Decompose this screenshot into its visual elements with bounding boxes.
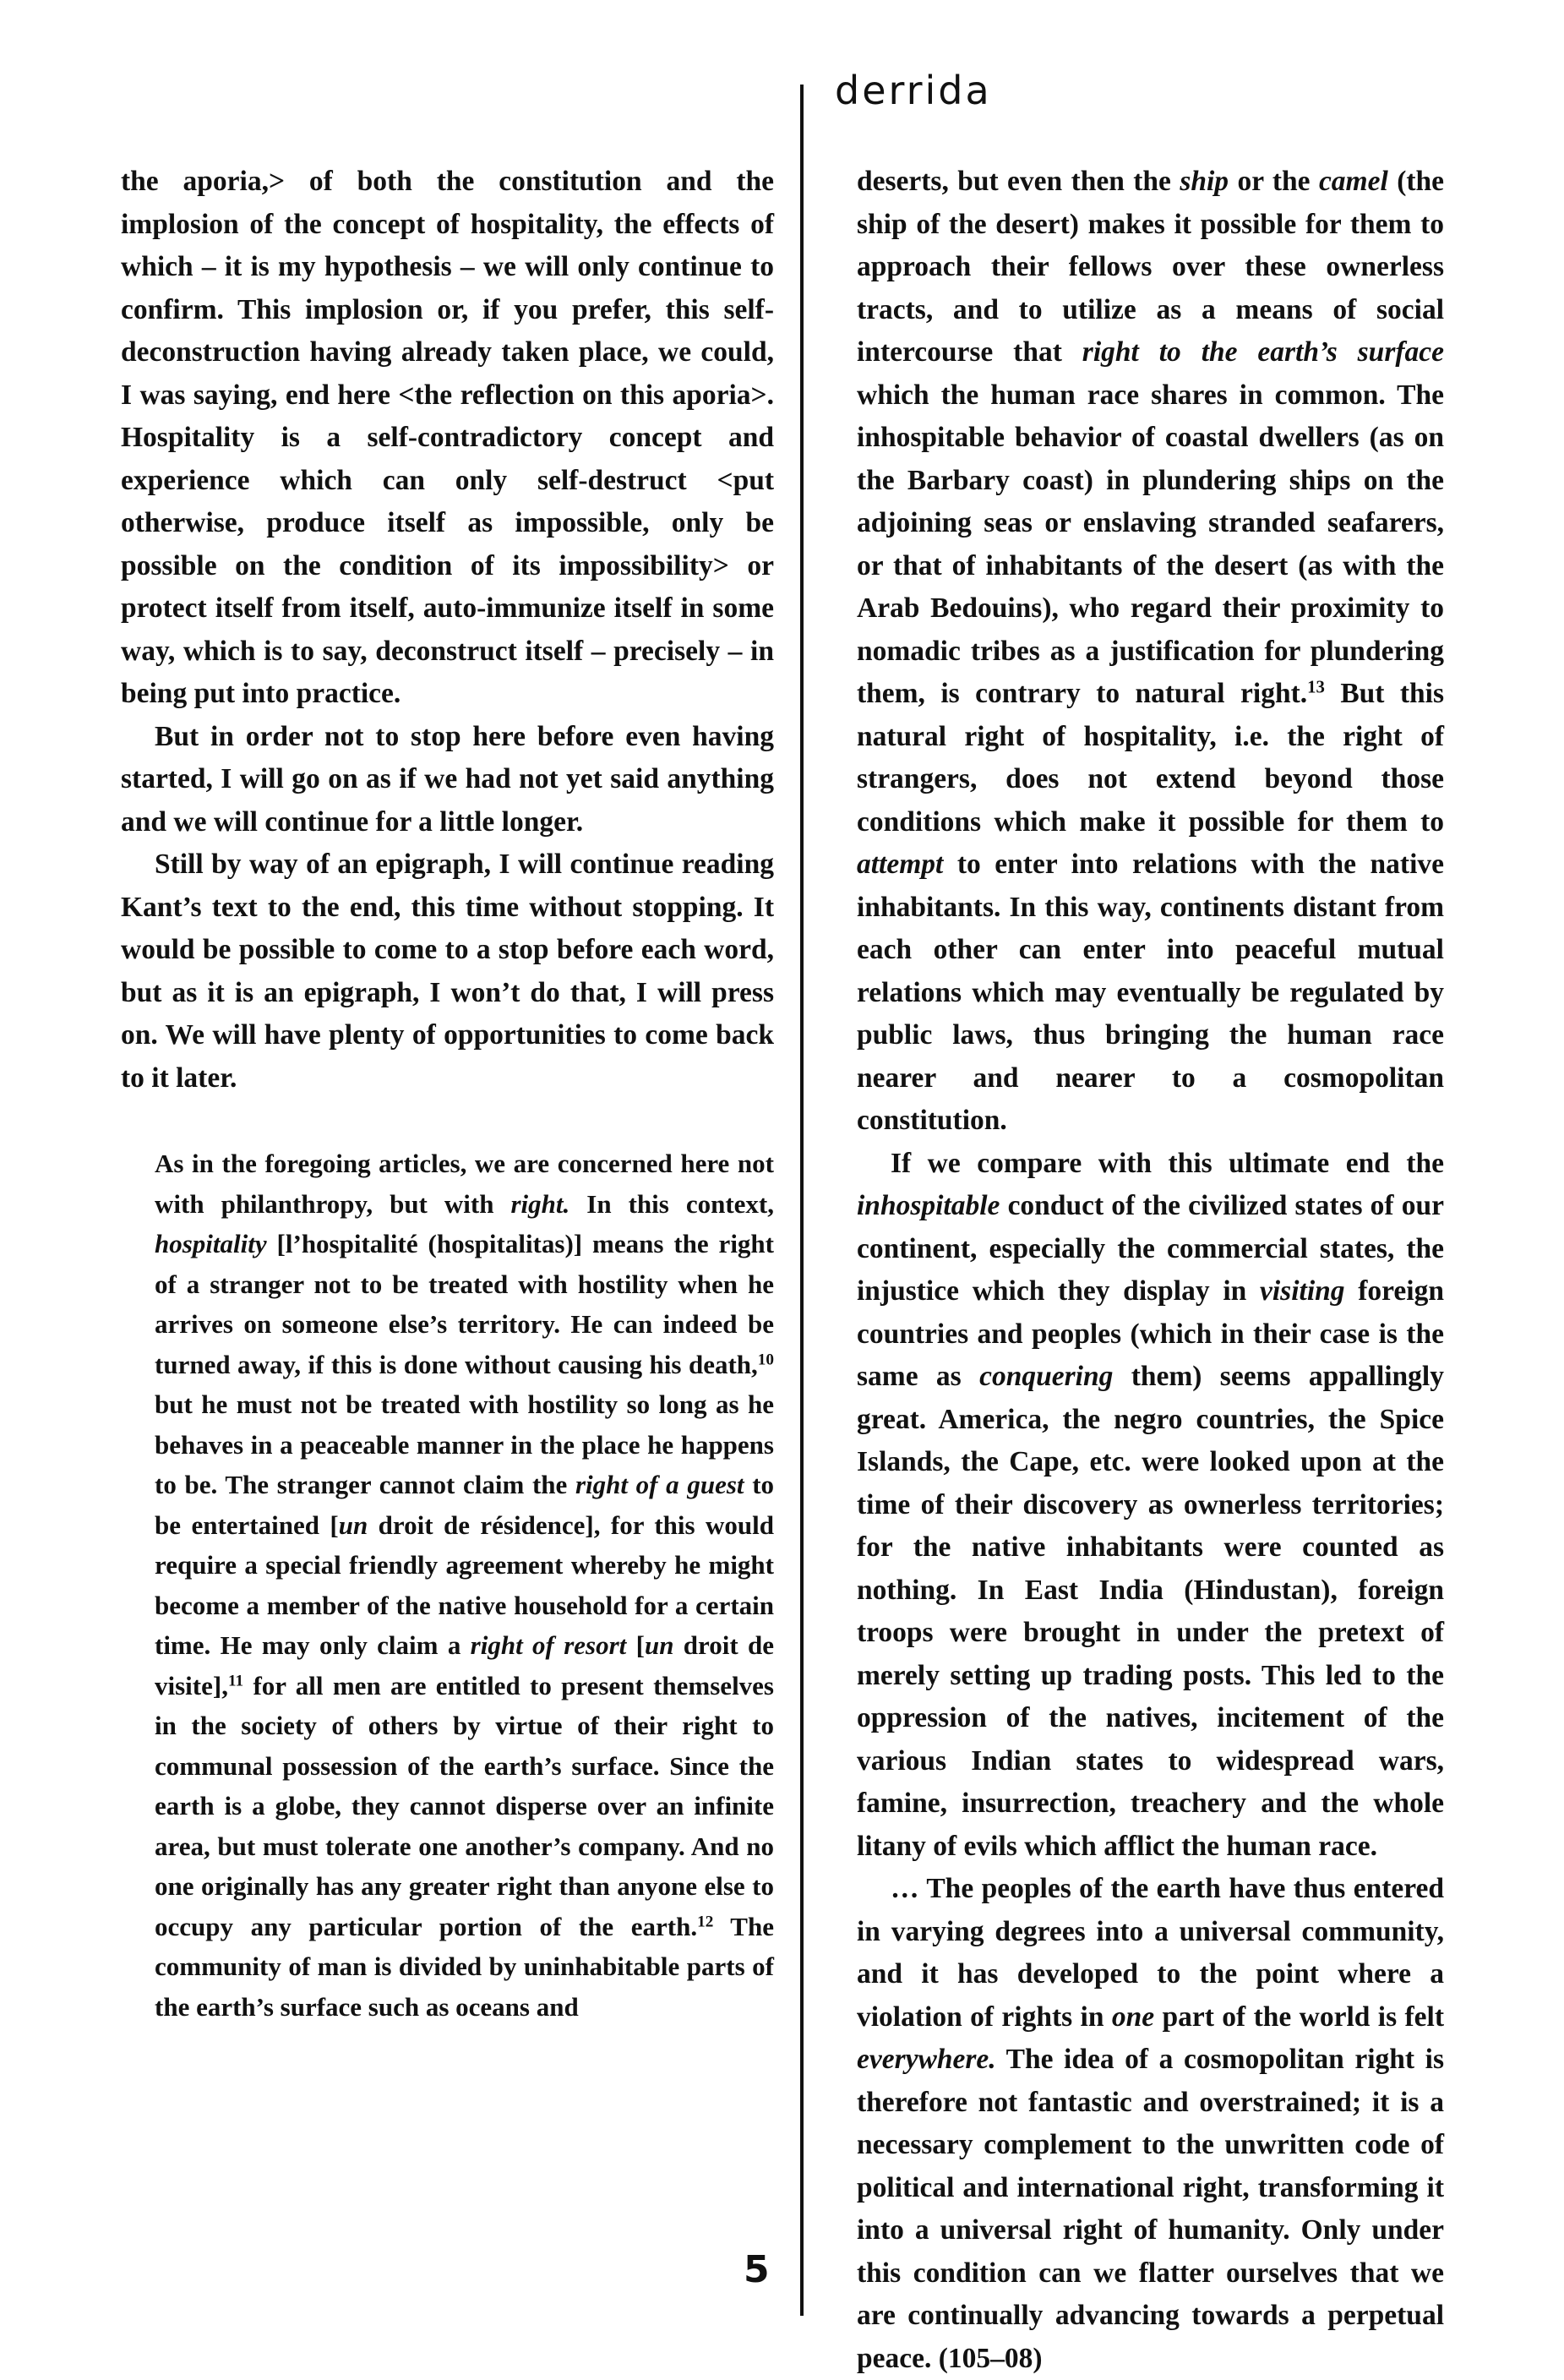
paragraph: the aporia,> of both the constitution and the implosion of the concept of hospitality, the effects of which – it is my hypothesis – we will only continue to confirm. This implosion or, if you prefer, this self-deconstruction having already taken place, we could, I was saying, end here <the reflection on this aporia>. Hospitality is a self-contradictory concept and experience which can only self-destruct <put otherwise, produce itself as impossible, only be possible on the condition of its impossibility> or protect itself from itself, auto-immunize itself in some way, which is to say, deconstruct itself – precisely – in being put into practice.: [121, 166, 774, 709]
quote-text: The community of man is divided by uninhabitable parts of the earth’s surface such as oceans and: [155, 1911, 774, 2022]
quote-emphasis: attempt: [857, 849, 944, 880]
quote-paragraph: [155, 1144, 774, 2027]
quote-paragraph: [857, 1868, 1444, 2380]
quote-paragraph: [857, 1143, 1444, 1869]
page-number: 5: [744, 2248, 770, 2291]
quote-text: deserts, but even then the: [857, 166, 1180, 197]
quote-paragraph: [857, 161, 1444, 1143]
quote-emphasis: conquering: [979, 1361, 1114, 1392]
quote-emphasis: right of resort: [470, 1630, 627, 1660]
quote-text: for all men are entitled to present themselves in the society of others by virtue of their right to communal possession of the earth’s surface. Since the earth is a globe, they cannot disperse over an infinite area, but must tolerate one another’s company. And no one originally has any greater right than anyone else to occupy any particular portion of the earth.: [155, 1670, 774, 1941]
footnote-ref: 12: [697, 1912, 714, 1930]
quote-emphasis: visiting: [1260, 1275, 1345, 1307]
quote-text: but he must not be treated with hostility so long as he behaves in a peaceable manner in the place he happens to be. The stranger cannot claim the: [155, 1389, 774, 1499]
quote-emphasis: hospitality: [155, 1229, 267, 1258]
quote-emphasis: everywhere.: [857, 2044, 996, 2075]
quote-emphasis: ship: [1180, 166, 1229, 197]
quote-text: to enter into relations with the native inhabitants. In this way, continents distant from each other can enter into peaceful mutual relations which may eventually be regulated by public laws, thus bringing the human race nearer and nearer to a cosmopolitan constitution.: [857, 849, 1444, 1136]
quote-text: As in the foregoing articles, we are concerned here not with philanthropy, but with: [155, 1149, 774, 1219]
quote-text: part of the world is felt: [1154, 2001, 1444, 2033]
quote-emphasis: right to the earth’s surface: [1082, 336, 1444, 368]
quote-text: … The peoples of the earth have thus entered in varying degrees into a universal community, and it has developed to the point where a violation of rights in: [857, 1873, 1444, 2033]
quote-text: foreign countries and peoples (which in their case is the same as: [857, 1275, 1444, 1392]
quote-text: them) seems appallingly great. America, the negro countries, the Spice Islands, the Cape, etc. were looked upon at the time of their discovery as ownerless territories; for the native inhabitants were counted as nothing. In East India (Hindustan), foreign troops were brought in under the pretext of merely setting up trading posts. This led to the oppression of the natives, incitement of the various Indian states to widespread wars, famine, insurrection, treachery and the whole litany of evils which afflict the human race.: [857, 1361, 1444, 1862]
quote-emphasis: inhospitable: [857, 1190, 1000, 1221]
quote-text: droit de visite],: [155, 1630, 774, 1700]
quote-text: The idea of a cosmopolitan right is therefore not fantastic and overstrained; it is a necessary complement to the unwritten code of political and international right, transforming it into a universal right of humanity. Only under this condition can we flatter ourselves that we are continually advancing towards a perpetual peace. (105–08): [857, 2044, 1444, 2374]
right-column: [857, 161, 1444, 2380]
footnote-ref: 13: [1307, 677, 1325, 697]
quote-text: (the ship of the desert) makes it possible for them to approach their fellows over these ownerless tracts, and to utilize as a means of social intercourse that: [857, 166, 1445, 368]
quote-emphasis: right of a guest: [575, 1470, 744, 1499]
quote-emphasis: right.: [510, 1188, 570, 1219]
paragraph: Still by way of an epigraph, I will continue reading Kant’s text to the end, this time without stopping. It would be possible to come to a stop before each word, but as it is an epigraph, I won’t do that, I will press on. We will have plenty of opportunities to come back to it later.: [121, 849, 774, 1094]
quote-emphasis: un: [338, 1509, 368, 1540]
left-column: [121, 161, 774, 2027]
quote-text: or the: [1229, 166, 1319, 197]
quote-emphasis: one: [1111, 2001, 1155, 2033]
quote-emphasis: camel: [1318, 166, 1388, 197]
paragraph: But in order not to stop here before even having started, I will go on as if we had not yet said anything and we will continue for a little longer.: [121, 720, 774, 838]
quote-text: conduct of the civilized states of our continent, especially the commercial states, the injustice which they display in: [857, 1190, 1444, 1307]
quote-text: which the human race shares in common. The inhospitable behavior of coastal dwellers (as on the Barbary coast) in plundering ships on the adjoining seas or enslaving stranded seafarers, or that of inhabitants of the desert (as with the Arab Bedouins), who regard their proximity to nomadic tribes as a justification for plundering them, is contrary to natural right.: [857, 379, 1444, 709]
quote-text: droit de résidence], for this would require a special friendly agreement whereby he might become a member of the native household for a certain time. He may only claim a: [155, 1509, 775, 1660]
quote-text: If we compare with this ultimate end the: [891, 1147, 1444, 1179]
column-divider: [800, 85, 804, 2316]
quote-text: [l’hospitalité (hospitalitas)] means the right of a stranger not to be treated with hostility when he arrives on someone else’s territory. He can indeed be turned away, if this is done without causing his death,: [155, 1229, 774, 1379]
quote-text: to be entertained [: [155, 1470, 775, 1540]
footnote-ref: 11: [227, 1671, 244, 1689]
quote-text: [: [626, 1630, 645, 1660]
quote-text: But this natural right of hospitality, i.e. the right of strangers, does not extend beyond those conditions which make it possible for them to: [857, 678, 1444, 838]
block-quote: [121, 1144, 774, 2027]
quote-text: In this context,: [569, 1188, 774, 1219]
running-head: derrida: [835, 68, 992, 113]
footnote-ref: 10: [757, 1350, 774, 1368]
quote-emphasis: un: [644, 1630, 674, 1660]
